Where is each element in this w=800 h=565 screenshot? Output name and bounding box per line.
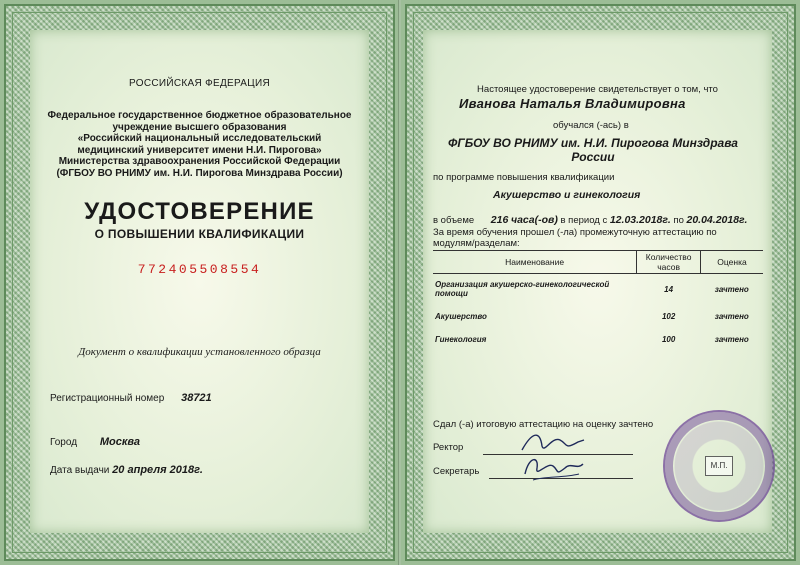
studied-text: обучался (-ась) в: [553, 120, 629, 131]
col-grade-header: Оценка: [701, 251, 763, 274]
right-page-body: [423, 30, 772, 533]
organization-name: Федеральное государственное бюджетное образовательное учреждение высшего образования «Российский национальный исследовательский медицинский университет имени Н.И. Пирогова» Министерства здравоохранения Российской Федерации (ФГБОУ ВО РНИМУ им. Н.И. Пирогова Минздрава России): [47, 110, 352, 179]
city: Город Москва: [50, 436, 141, 448]
program-label: по программе повышения квалификации: [433, 172, 615, 183]
document-type: Документ о квалификации установленного образца: [78, 346, 321, 358]
attestation-line-1: За время обучения прошел (-ла) промежуточную аттестацию по: [433, 227, 717, 238]
stamp-mp-label: М.П.: [705, 456, 733, 476]
modules-table: [433, 250, 763, 352]
table-header-row: [433, 251, 763, 274]
table-row: Гинекология 100 зачтено: [435, 335, 749, 344]
registration-number: Регистрационный номер 38721: [50, 392, 212, 404]
secretary-signature: [519, 450, 589, 484]
table-row: Организация акушерско-гинекологической помощи 14 зачтено: [435, 280, 749, 298]
official-stamp: [663, 410, 775, 522]
volume-period-line: в объеме 216 часа(-ов) в период с 12.03.2018г. по 20.04.2018г.: [433, 214, 748, 226]
attestation-line-2: модулям/разделам:: [433, 238, 520, 249]
institution-name: ФГБОУ ВО РНИМУ им. Н.И. Пирогова Минздрава России: [448, 136, 738, 164]
program-name: Акушерство и гинекология: [493, 189, 641, 201]
serial-number: 772405508554: [137, 262, 262, 277]
col-hours-header: Количество часов: [637, 251, 701, 274]
left-page-body: [30, 30, 369, 533]
document-title: УДОСТОВЕРЕНИЕ: [84, 198, 315, 225]
final-attestation: Сдал (-а) итоговую аттестацию на оценку зачтено: [433, 419, 654, 430]
right-page: [401, 0, 800, 565]
rector-label: Ректор: [433, 442, 464, 453]
document-subtitle: О ПОВЫШЕНИИ КВАЛИФИКАЦИИ: [94, 227, 305, 241]
intro-text: Настоящее удостоверение свидетельствует о том, что: [477, 84, 718, 95]
table-row: Акушерство 102 зачтено: [435, 312, 749, 321]
country-heading: РОССИЙСКАЯ ФЕДЕРАЦИЯ: [129, 78, 270, 89]
left-page: [0, 0, 399, 565]
issue-date: Дата выдачи 20 апреля 2018г.: [50, 464, 203, 476]
col-name-header: Наименование: [433, 251, 637, 274]
secretary-label: Секретарь: [433, 466, 480, 477]
holder-name: Иванова Наталья Владимировна: [459, 96, 686, 111]
